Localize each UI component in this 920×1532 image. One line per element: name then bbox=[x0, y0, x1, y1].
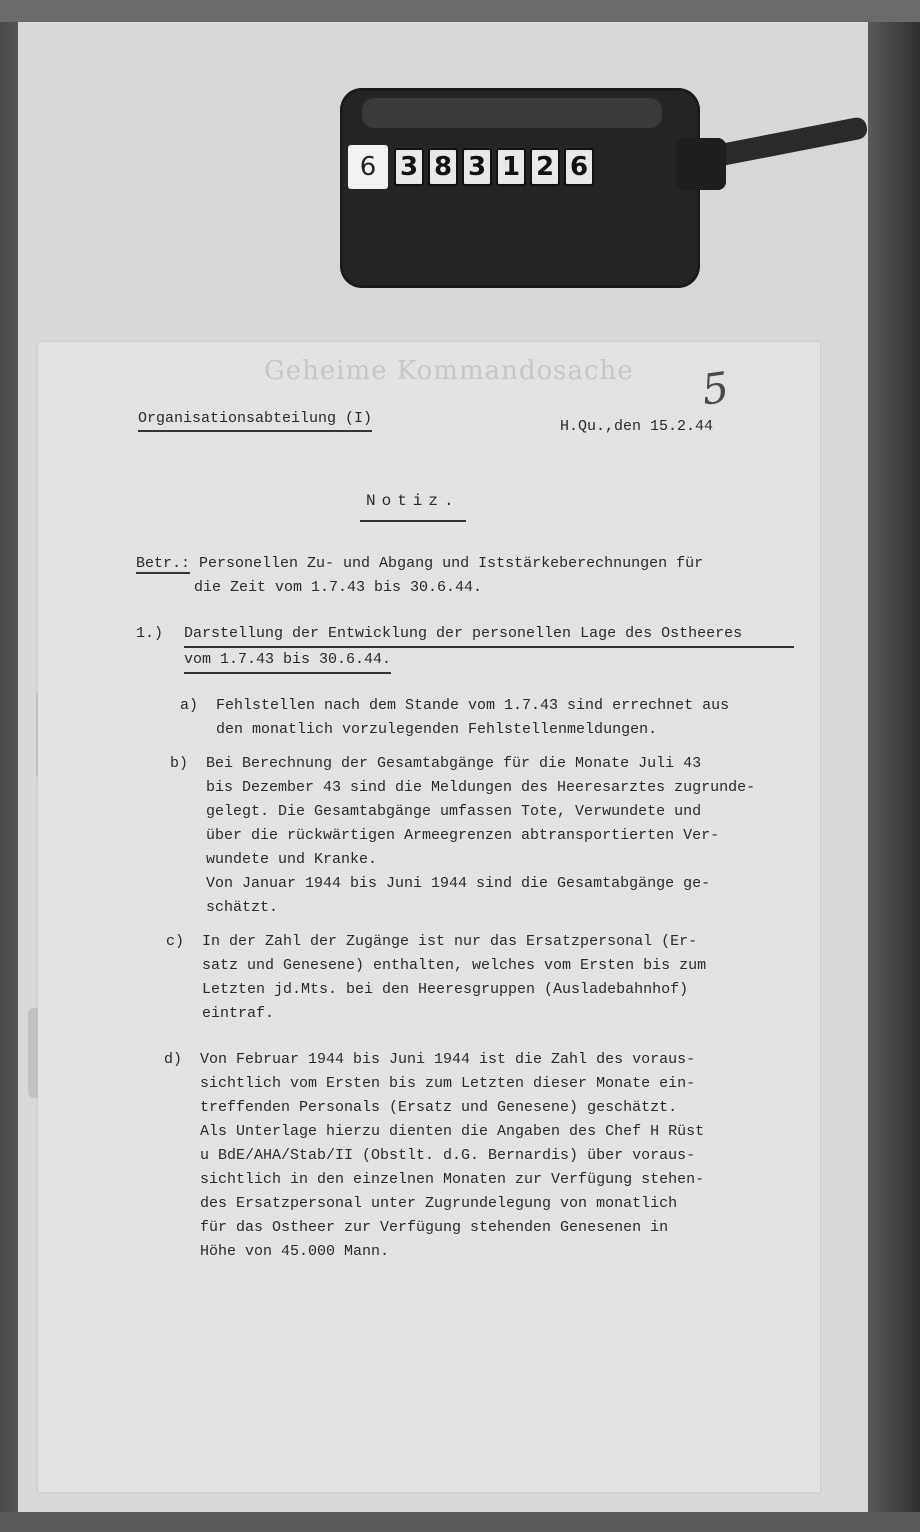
item-text: Bei Berechnung der Gesamtabgänge für die Monate Juli 43 bis Dezember 43 sind die Meldungen des Heeresarztes zugrunde- gelegt. Die Gesamtabgänge umfassen Tote, Verwundete und über die rückwärtigen Armeegrenzen abtransportierten Ver- wundete und Kranke. Von Januar 1944 bis Juni 1944 sind die Gesamtabgänge ge- schätzt. bbox=[206, 755, 756, 916]
handwritten-mark: 5 bbox=[698, 362, 733, 415]
section-heading-line-2: vom 1.7.43 bis 30.6.44. bbox=[184, 648, 391, 674]
counter-cable-connector bbox=[676, 138, 726, 190]
item-text: Von Februar 1944 bis Juni 1944 ist die Zahl des voraus- sichtlich vom Ersten bis zum Letzten dieser Monate ein- treffenden Personals (Ersatz und Genesene) geschätzt. Als Unterlage hierzu dienten die Angaben des Chef H Rüst u BdE/AHA/Stab/II (Obstlt. d.G. Bernardis) über voraus- sichtlich in den einzelnen Monaten zur Verfügung stehen- des Ersatzpersonal unter Zugrundelegung von monatlich für das Ostheer zur Verfügung stehenden Genesenen in Höhe von 45.000 Mann. bbox=[200, 1051, 705, 1260]
counter-prefix: 6 bbox=[348, 145, 388, 189]
counter-display bbox=[348, 144, 618, 190]
counter-digits bbox=[394, 148, 594, 186]
document-title: Notiz. bbox=[360, 492, 466, 522]
org-unit: Organisationsabteilung (I) bbox=[138, 410, 372, 432]
scan-top-edge bbox=[0, 0, 920, 22]
subject-label: Betr.: bbox=[136, 555, 191, 572]
item-marker: b) bbox=[170, 755, 189, 772]
item-marker: c) bbox=[166, 933, 185, 950]
section-heading-line-1: Darstellung der Entwicklung der personellen Lage des Ostheeres bbox=[184, 622, 794, 648]
item-text: Fehlstellen nach dem Stande vom 1.7.43 sind errechnet aus den monatlich vorzulegenden Fehlstellenmeldungen. bbox=[216, 697, 730, 738]
counter-digit: 8 bbox=[428, 148, 458, 186]
counter-digit: 3 bbox=[462, 148, 492, 186]
section-heading bbox=[184, 622, 794, 674]
item-marker: a) bbox=[180, 697, 199, 714]
counter-digit: 1 bbox=[496, 148, 526, 186]
classification-stamp: Geheime Kommandosache bbox=[264, 356, 634, 386]
item-text: In der Zahl der Zugänge ist nur das Ersatzpersonal (Er- satz und Genesene) enthalten, welches vom Ersten bis zum Letzten jd.Mts. bei den Heeresgruppen (Ausladebahnhof) eintraf. bbox=[202, 933, 707, 1022]
date-line: H.Qu.,den 15.2.44 bbox=[560, 418, 714, 435]
section-number: 1.) bbox=[136, 625, 164, 642]
document-page bbox=[38, 342, 820, 1492]
scan-bottom-edge bbox=[0, 1512, 920, 1532]
counter-housing-top bbox=[362, 98, 662, 128]
counter-digit: 2 bbox=[530, 148, 560, 186]
counter-digit: 6 bbox=[564, 148, 594, 186]
item-marker: d) bbox=[164, 1051, 183, 1068]
subject-line-2: die Zeit vom 1.7.43 bis 30.6.44. bbox=[194, 579, 483, 596]
counter-digit: 3 bbox=[394, 148, 424, 186]
subject-line-1: Personellen Zu- und Abgang und Iststärkeberechnungen für bbox=[199, 555, 704, 572]
subject-block bbox=[136, 552, 776, 600]
scan-right-shadow bbox=[868, 22, 920, 1512]
frame-counter bbox=[340, 88, 700, 288]
